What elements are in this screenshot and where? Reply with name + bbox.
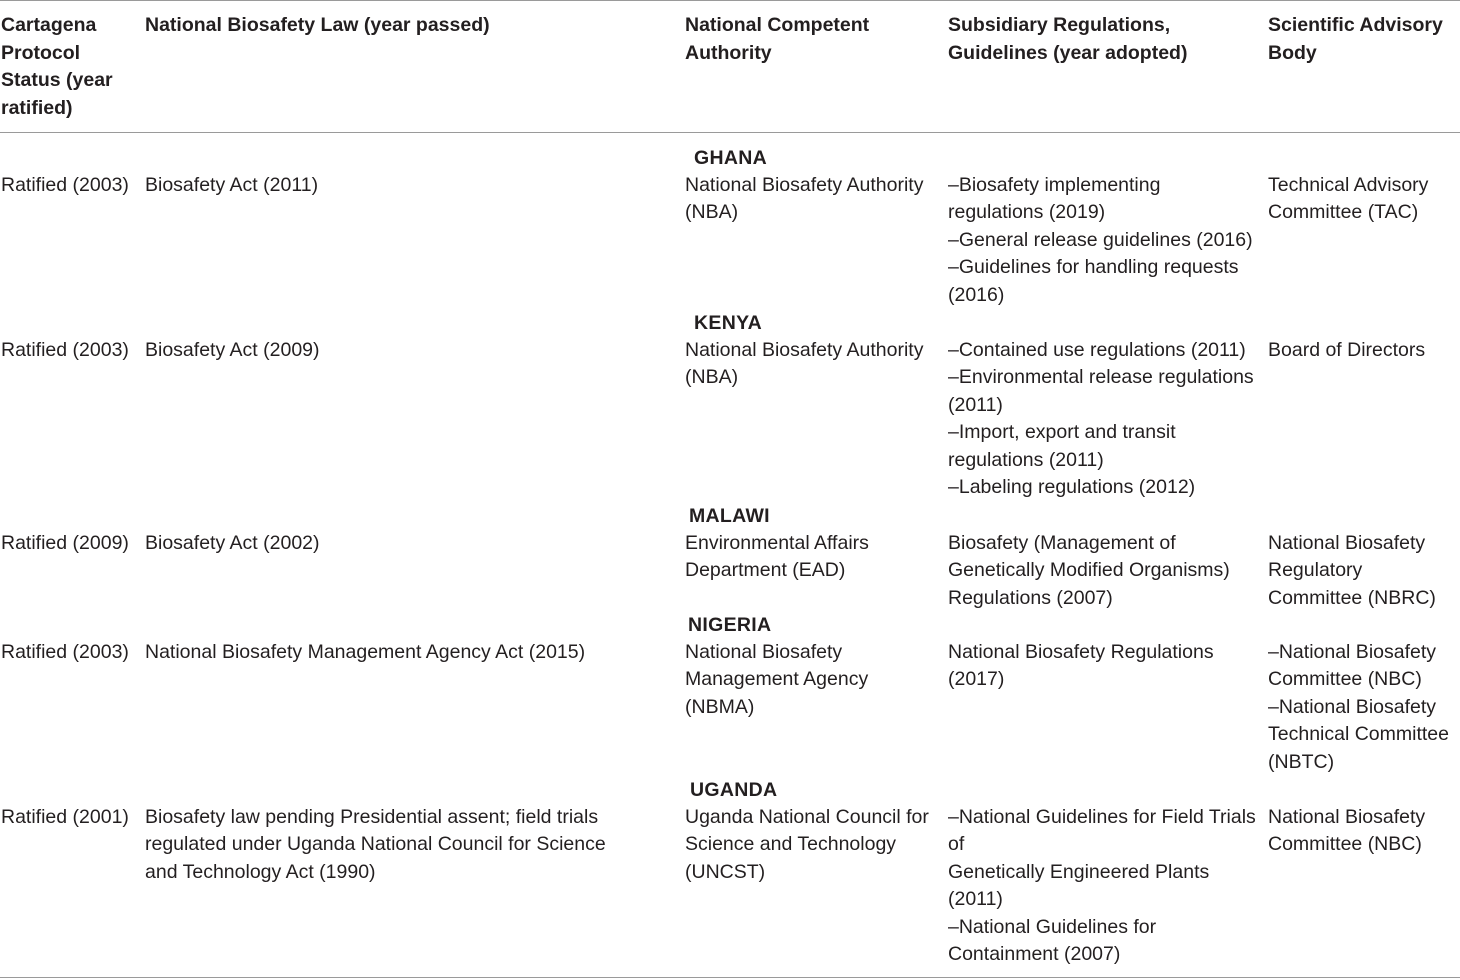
nigeria-competent-authority: National Biosafety Management Agency (NBMA) (685, 641, 869, 718)
country-heading-kenya: KENYA (694, 312, 762, 334)
malawi-protocol-status: Ratified (2009) (1, 532, 129, 554)
kenya-protocol-status: Ratified (2003) (1, 339, 129, 361)
ghana-advisory-body: Technical Advisory Committee (TAC) (1268, 174, 1429, 224)
nigeria-advisory-body: –National Biosafety Committee (NBC) –National Biosafety Technical Committee (NBTC) (1268, 641, 1449, 773)
nigeria-regulations: National Biosafety Regulations (2017) (948, 641, 1214, 691)
kenya-competent-authority: National Biosafety Authority (NBA) (685, 339, 924, 389)
malawi-advisory-body: National Biosafety Regulatory Committee (NBRC) (1268, 532, 1436, 609)
country-heading-uganda: UGANDA (690, 779, 778, 801)
header-subsidiary-regulations: Subsidiary Regulations, Guidelines (year adopted) (948, 14, 1188, 64)
header-competent-authority: National Competent Authority (685, 14, 870, 64)
nigeria-protocol-status: Ratified (2003) (1, 641, 129, 663)
country-heading-malawi: MALAWI (689, 505, 770, 527)
uganda-biosafety-law: Biosafety law pending Presidential assent; field trials regulated under Uganda National Council for Science and Technology Act (1990) (145, 806, 606, 883)
uganda-regulations: –National Guidelines for Field Trials of Genetically Engineered Plants (2011) –National Guidelines for Containment (2007) (948, 806, 1256, 966)
ghana-biosafety-law: Biosafety Act (2011) (145, 174, 319, 196)
country-heading-nigeria: NIGERIA (688, 614, 772, 636)
ghana-protocol-status: Ratified (2003) (1, 174, 129, 196)
malawi-regulations: Biosafety (Management of Genetically Modified Organisms) Regulations (2007) (948, 532, 1230, 609)
malawi-competent-authority: Environmental Affairs Department (EAD) (685, 532, 869, 582)
malawi-biosafety-law: Biosafety Act (2002) (145, 532, 320, 554)
kenya-regulations: –Contained use regulations (2011) –Environmental release regulations (2011) –Import, export and transit regulations (2011) –Labeling regulations (2012) (948, 339, 1254, 499)
table-top-rule (0, 0, 1460, 1)
header-advisory-body: Scientific Advisory Body (1268, 14, 1443, 64)
uganda-advisory-body: National Biosafety Committee (NBC) (1268, 806, 1426, 856)
table-bottom-rule (0, 977, 1460, 978)
uganda-competent-authority: Uganda National Council for Science and Technology (UNCST) (685, 806, 929, 883)
nigeria-biosafety-law: National Biosafety Management Agency Act (2015) (145, 641, 586, 663)
ghana-competent-authority: National Biosafety Authority (NBA) (685, 174, 924, 224)
country-heading-ghana: GHANA (694, 147, 767, 169)
kenya-advisory-body: Board of Directors (1268, 339, 1426, 361)
ghana-regulations: –Biosafety implementing regulations (2019) –General release guidelines (2016) –Guidelines for handling requests (2016) (948, 174, 1253, 306)
uganda-protocol-status: Ratified (2001) (1, 806, 129, 828)
kenya-biosafety-law: Biosafety Act (2009) (145, 339, 320, 361)
header-biosafety-law: National Biosafety Law (year passed) (145, 14, 490, 36)
header-protocol-status: Cartagena Protocol Status (year ratified) (1, 14, 113, 119)
header-rule (0, 132, 1460, 133)
